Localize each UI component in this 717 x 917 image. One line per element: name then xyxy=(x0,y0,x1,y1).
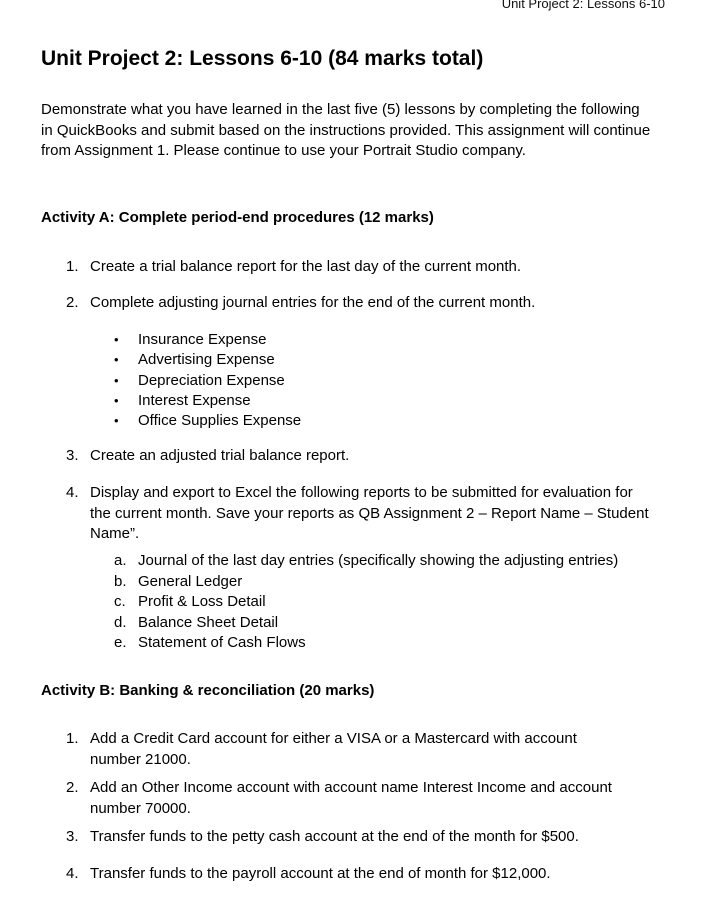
list-item-text: Balance Sheet Detail xyxy=(138,613,279,631)
item-text: Create a trial balance report for the last day of the current month. xyxy=(90,258,522,275)
list-item xyxy=(114,613,618,634)
bullet-icon: • xyxy=(114,332,119,347)
item-number: 2. xyxy=(66,779,79,796)
adjusting-entries-list xyxy=(112,330,301,431)
list-item xyxy=(112,391,301,411)
list-item xyxy=(112,371,301,391)
list-item xyxy=(112,330,301,350)
item-text: Transfer funds to the payroll account at the end of month for $12,000. xyxy=(90,865,551,882)
activity-a-item-2 xyxy=(66,293,666,314)
item-text: Add an Other Income account with account name Interest Income and account number 70000. xyxy=(90,779,612,817)
activity-b-item-2 xyxy=(66,778,656,819)
item-number: 1. xyxy=(66,730,79,747)
list-item-text: Interest Expense xyxy=(138,391,251,409)
activity-b-item-4 xyxy=(66,864,666,885)
bullet-icon: • xyxy=(114,352,119,368)
list-item-text: Profit & Loss Detail xyxy=(138,593,266,610)
activity-b-heading: Activity B: Banking & reconciliation (20 marks) xyxy=(41,682,375,699)
activity-a-heading: Activity A: Complete period-end procedures (12 marks) xyxy=(41,209,434,226)
item-letter: c. xyxy=(114,593,126,610)
item-letter: a. xyxy=(114,552,127,569)
activity-a-item-4 xyxy=(66,483,656,545)
list-item-text: Statement of Cash Flows xyxy=(138,634,306,651)
item-number: 4. xyxy=(66,865,79,882)
item-letter: d. xyxy=(114,613,127,631)
activity-b-item-3 xyxy=(66,827,666,848)
item-text: Complete adjusting journal entries for the end of the current month. xyxy=(90,294,536,311)
list-item-text: Insurance Expense xyxy=(138,331,267,348)
list-item xyxy=(114,572,618,593)
item-text: Create an adjusted trial balance report. xyxy=(90,447,350,464)
activity-b-item-1 xyxy=(66,729,626,770)
item-number: 2. xyxy=(66,294,79,311)
item-text: Display and export to Excel the following reports to be submitted for evaluation for the current month. Save your reports as QB Assignment 2 – Report Name – Student Name”. xyxy=(90,484,649,542)
reports-list xyxy=(114,551,618,654)
bullet-icon: • xyxy=(114,392,119,408)
list-item-text: Journal of the last day entries (specifically showing the adjusting entries) xyxy=(138,552,619,569)
item-number: 3. xyxy=(66,828,79,845)
list-item xyxy=(112,350,301,370)
bullet-icon: • xyxy=(114,372,119,388)
item-number: 1. xyxy=(66,258,79,275)
item-number: 3. xyxy=(66,447,79,464)
list-item-text: Advertising Expense xyxy=(138,351,275,369)
item-text: Add a Credit Card account for either a VISA or a Mastercard with account number 21000. xyxy=(90,730,577,768)
activity-a-item-1 xyxy=(66,257,666,278)
list-item xyxy=(114,551,618,572)
list-item xyxy=(114,592,618,613)
item-letter: b. xyxy=(114,572,127,590)
bullet-icon: • xyxy=(114,413,119,429)
list-item-text: General Ledger xyxy=(138,572,243,590)
item-text: Transfer funds to the petty cash account at the end of the month for $500. xyxy=(90,828,579,845)
list-item xyxy=(114,633,618,654)
running-header: Unit Project 2: Lessons 6-10 xyxy=(501,0,665,11)
item-number: 4. xyxy=(66,484,79,501)
item-letter: e. xyxy=(114,634,127,651)
list-item xyxy=(112,411,301,431)
list-item-text: Depreciation Expense xyxy=(138,371,285,389)
page-title: Unit Project 2: Lessons 6-10 (84 marks total) xyxy=(41,47,484,70)
list-item-text: Office Supplies Expense xyxy=(138,412,302,430)
intro-paragraph: Demonstrate what you have learned in the last five (5) lessons by completing the following in QuickBooks and submit based on the instructions provided. This assignment will continue from Assignment 1. Please continue to use your Portrait Studio company. xyxy=(41,101,651,159)
activity-a-item-3 xyxy=(66,446,666,467)
